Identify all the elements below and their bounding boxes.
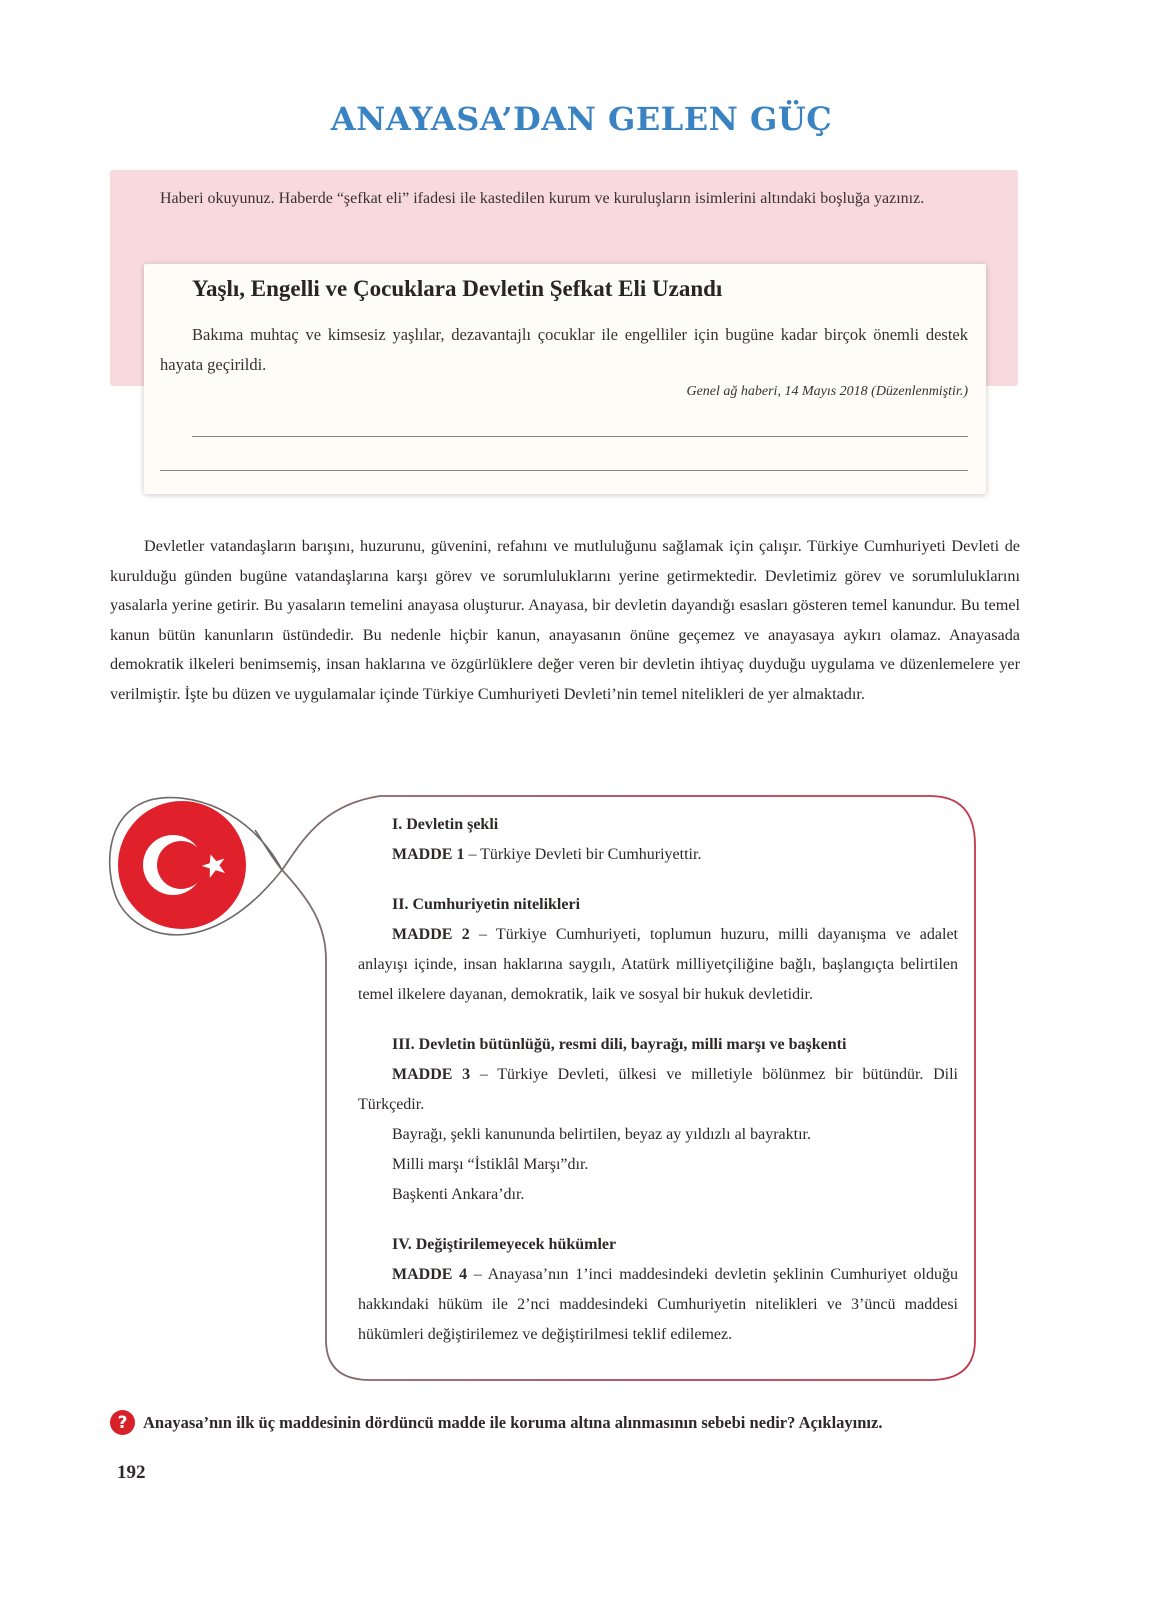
madde-label: MADDE 1 bbox=[392, 846, 465, 863]
madde-text: – Türkiye Cumhuriyeti, toplumun huzuru, milli dayanışma ve adalet anlayışı içinde, insan haklarına saygılı, Atatürk milliyetçiliğine bağlı, başlangıçta belirtilen temel ilkelere dayanan, demokratik, laik ve sosyal bir hukuk devletidir. bbox=[358, 926, 959, 1003]
madde-text: – Türkiye Devleti bir Cumhuriyettir. bbox=[464, 846, 702, 863]
madde-4 bbox=[358, 1260, 958, 1350]
madde-2 bbox=[358, 920, 958, 1010]
madde-1 bbox=[358, 840, 958, 870]
constitution-articles bbox=[358, 810, 958, 1350]
madde-label: MADDE 4 bbox=[392, 1266, 468, 1283]
section-title: IV. Değiştirilemeyecek hükümler bbox=[392, 1236, 617, 1253]
madde-3 bbox=[358, 1060, 958, 1120]
news-headline: Yaşlı, Engelli ve Çocuklara Devletin Şefkat Eli Uzandı bbox=[192, 276, 723, 301]
question-mark-icon: ? bbox=[110, 1410, 135, 1435]
section-title: II. Cumhuriyetin nitelikleri bbox=[392, 896, 581, 913]
madde-label: MADDE 3 bbox=[392, 1066, 471, 1083]
turkish-flag-icon bbox=[117, 800, 247, 930]
madde-3-line: Milli marşı “İstiklâl Marşı”dır. bbox=[392, 1156, 589, 1173]
page-title: ANAYASA’DAN GELEN GÜÇ bbox=[330, 100, 833, 138]
question-text: Anayasa’nın ilk üç maddesinin dördüncü madde ile koruma altına alınmasının sebebi nedir? Açıklayınız. bbox=[143, 1412, 883, 1432]
page-number: 192 bbox=[117, 1462, 146, 1483]
section-title: III. Devletin bütünlüğü, resmi dili, bayrağı, milli marşı ve başkenti bbox=[392, 1036, 847, 1053]
madde-3-line: Başkenti Ankara’dır. bbox=[392, 1186, 525, 1203]
section-title: I. Devletin şekli bbox=[392, 816, 499, 833]
main-paragraph: Devletler vatandaşların barışını, huzurunu, güvenini, refahını ve mutluluğunu sağlamak için çalışır. Türkiye Cumhuriyeti Devleti de kurulduğu günden bugüne vatandaşlarına karşı görev ve sorumluluklarını yerine getirmektedir. Devletimiz görev ve sorumluluklarını yasalarla yerine getirir. Bu yasaların temelini anayasa oluşturur. Anayasa, bir devletin dayandığı esasları gösteren temel kanundur. Bu temel kanun bütün kanunların üstündedir. Bu nedenle hiçbir kanun, anayasanın önüne geçemez ve anayasaya aykırı olamaz. Anayasada demokratik ilkeleri benimsemiş, insan haklarına ve özgürlüklere değer veren bir devletin ihtiyaç duyduğu uygulama ve düzenlemelere yer verilmiştir. İşte bu düzen ve uygulamalar içinde Türkiye Cumhuriyeti Devleti’nin temel nitelikleri de yer almaktadır. bbox=[110, 537, 1020, 703]
discussion-question bbox=[110, 1410, 882, 1435]
activity-instruction: Haberi okuyunuz. Haberde “şefkat eli” ifadesi ile kastedilen kurum ve kuruluşların isimlerini altındaki boşluğa yazınız. bbox=[160, 190, 925, 207]
madde-text: – Türkiye Devleti, ülkesi ve milletiyle bölünmez bir bütündür. Dili Türkçedir. bbox=[358, 1066, 959, 1113]
madde-label: MADDE 2 bbox=[392, 926, 470, 943]
news-body: Bakıma muhtaç ve kimsesiz yaşlılar, dezavantajlı çocuklar ile engelliler için bugüne kadar birçok önemli destek hayata geçirildi. bbox=[160, 325, 968, 374]
madde-text: – Anayasa’nın 1’inci maddesindeki devletin şeklinin Cumhuriyet olduğu hakkındaki hüküm ile 2’nci maddesindeki Cumhuriyetin nitelikleri ve 3’üncü maddesi hükümleri değiştirilemez ve değiştirilmesi teklif edilemez. bbox=[358, 1266, 959, 1343]
news-source: Genel ağ haberi, 14 Mayıs 2018 (Düzenlenmiştir.) bbox=[686, 384, 968, 399]
madde-3-line: Bayrağı, şekli kanununda belirtilen, beyaz ay yıldızlı al bayraktır. bbox=[392, 1126, 811, 1143]
